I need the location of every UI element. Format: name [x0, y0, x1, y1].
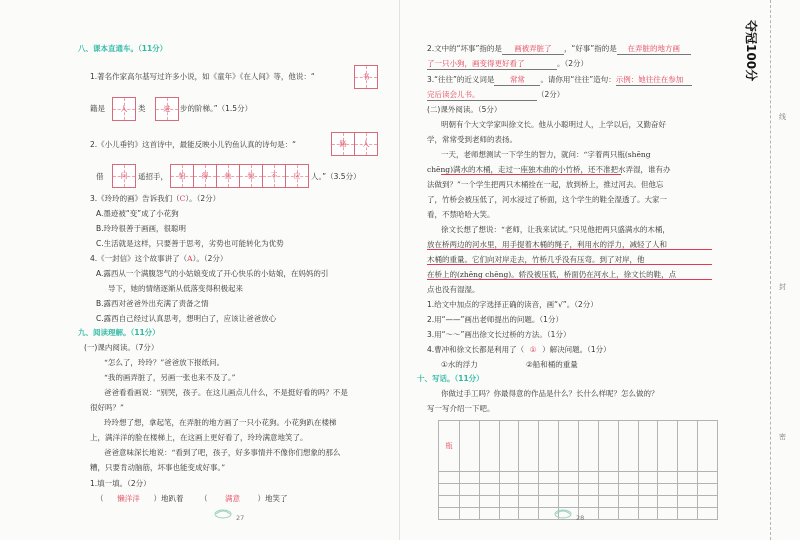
passage-line: 点也没有湿湿。 — [427, 285, 480, 294]
passage-line: 学，常常受到老师的表扬。 — [427, 135, 517, 144]
q2-answer: 在弄脏的地方画 — [617, 44, 691, 55]
wavy-underline — [427, 249, 712, 250]
fill-text: 地趴着 — [161, 494, 184, 503]
reading-2-title: (二)课外阅读。（5分） — [427, 105, 502, 114]
q2-line — [427, 59, 588, 70]
binding-label: 密 — [779, 433, 786, 441]
passage-line: 木桶的重量。它们向对岸走去，竹桥几乎没有压弯。到了对岸，他 — [427, 255, 645, 264]
q2-text: ，“好事”指的是 — [563, 44, 617, 53]
q2-text: 。（2分） — [557, 59, 589, 68]
wavy-underline — [427, 264, 712, 265]
q3-option: B.玲玲很善于画画，很聪明 — [96, 224, 187, 233]
q3-stem — [90, 194, 220, 204]
writing-prompt: 写一写介绍一下吧。 — [427, 404, 495, 413]
q3-option: A.墨迹被“变”成了小花狗 — [96, 209, 179, 218]
q3-option: C.生活就是这样，只要善于思考，劣势也可能转化为优势 — [96, 239, 284, 248]
answer-box: 惊 — [239, 164, 263, 188]
task-option: ②船和桶的重量 — [526, 360, 578, 369]
q4-option: A.露西从一个满腹怨气的小姑娘变成了开心快乐的小姑娘，在妈妈的引 — [96, 269, 329, 278]
task-line: 2.用“——”画出老师提出的问题。（1分） — [427, 315, 563, 324]
q3-answer: C — [179, 194, 186, 203]
q1-text: 类 — [138, 104, 146, 113]
q3-line — [427, 90, 564, 101]
q3-answer: 示例：她往往在参加 — [616, 75, 692, 86]
answer-box: 怕 — [170, 164, 194, 188]
grid-cell[interactable]: 瓶 — [439, 421, 460, 472]
answer-box: 应 — [285, 164, 309, 188]
q1-line1: 1.著名作家高尔基写过许多小说，如《童年》《在人间》等，他说：“ — [90, 72, 315, 81]
task-line — [427, 345, 611, 355]
q4-option: 导下，她的情绪逐渐从低落变得积极起来 — [108, 284, 243, 293]
binding-label: 封 — [779, 283, 786, 291]
q4-text: 4.《一封信》这个故事讲了（ — [90, 254, 188, 263]
task-line: 3.用“～～”画出徐文长过桥的方法。（1分） — [427, 330, 571, 339]
fill-answer: 懒洋洋 — [117, 494, 140, 503]
q4-answer: A — [187, 254, 193, 263]
q3-text: 。请你用“往往”造句： — [540, 75, 616, 84]
q2-text: 人。”（3.5分） — [311, 172, 361, 181]
wavy-underline — [427, 279, 712, 280]
q3-text: ）。（2分） — [185, 194, 221, 203]
writing-prompt: 你做过手工吗？你最得意的作品是什么？长什么样呢？怎么做的？ — [441, 389, 659, 398]
passage-line: “我的画弄脏了，另画一张也来不及了。” — [104, 373, 236, 382]
q3-text: 3.《玲玲的画》告诉我们（ — [90, 194, 180, 203]
q1-line2: 籍是 — [90, 104, 105, 113]
answer-box: 人 — [112, 97, 136, 121]
brand-sub: 100分 — [744, 44, 758, 82]
q3-line — [427, 75, 692, 86]
q3-text: 3.“往往”的近义词是 — [427, 75, 495, 84]
answer-box: 得 — [193, 164, 217, 188]
passage-line: 爸爸意味深长地说：“看到了吧，孩子，好多事情并不像你们想象的那么 — [104, 448, 341, 457]
passage-line: 看，不禁哈哈大笑。 — [427, 210, 495, 219]
answer-box: 问 — [112, 164, 136, 188]
q3-text: （2分） — [537, 90, 565, 99]
page-number: 27 — [236, 514, 245, 522]
q1-text: 步的阶梯。”（1.5分） — [180, 104, 253, 113]
answer-box: 人 — [354, 132, 378, 156]
brand-text — [743, 20, 760, 82]
passage-line: “怎么了，玲玲？”爸爸放下报纸问。 — [104, 358, 225, 367]
answer-box: 进 — [155, 97, 179, 121]
fill-row: （ 满意 ）地笑了 — [200, 494, 288, 503]
passage-line: 法做到？”一个学生把两只木桶拴在一起，放到桥上，推过河去。但他忘 — [427, 180, 664, 189]
task-line: 1.给文中加点的字选择正确的读音，画“√”。（2分） — [427, 300, 598, 309]
passage-line: 明朝有个大文学家叫徐文长。他从小聪明过人，上学以后，又勤奋好 — [441, 120, 666, 129]
passage-line: chēng)满水的木桶，走过一座独木曲的小竹桥，还不准把水弄湿，谁有办 — [427, 165, 671, 174]
q2-line1: 2.《小儿垂钓》这首诗中，最能反映小儿钓鱼认真的诗句是：“ — [90, 140, 297, 149]
q2-text: 2.文中的“坏事”指的是 — [427, 44, 502, 53]
fill-text: 地笑了 — [265, 494, 288, 503]
passage-line: 糟，只要肯动脑筋，坏事也能变成好事。” — [90, 463, 226, 472]
q3-answer: 完后读会儿书。 — [427, 90, 537, 101]
fill-row: （ 懒洋洋 ）地趴着 — [96, 494, 184, 503]
section-10-title: 十、写话。（11分） — [417, 374, 484, 383]
passage-line: 上，满洋洋的脸在楼梯上，在这画上更好看了，玲玲满意地笑了。 — [90, 433, 308, 442]
q2-text: 遥招手， — [138, 172, 168, 181]
brand-name: 夺冠 — [744, 20, 758, 45]
passage-line: 放在桥两边的河水里，用手提着木桶的绳子，利用水的浮力，减轻了人和 — [427, 240, 667, 249]
passage-line: 爸爸看看画说：“别哭，孩子。在这儿画点儿什么，不是挺好看的吗？不是 — [104, 388, 348, 397]
q2-text: 借 — [96, 172, 104, 181]
q2-line — [427, 44, 691, 55]
task-option: ①水的浮力 — [441, 360, 478, 369]
task-text: ）解决问题。（1分） — [542, 345, 611, 354]
passage-line: 在桥上的(zhēng chēng)。轿没被压低，桥面仍在河水上，徐文长的鞋，点 — [427, 270, 677, 279]
q4-option: B.露西对爸爸外出充满了责备之情 — [96, 299, 209, 308]
q4-option: C.露西自己经过认真思考，想明白了，应该让爸爸放心 — [96, 314, 277, 323]
leaf-icon — [552, 506, 574, 520]
binding-label: 线 — [779, 113, 786, 121]
q2-answer: 画被弄脏了 — [502, 44, 564, 55]
task-text: 4.曹冲和徐文长都是利用了（ — [427, 345, 525, 354]
task-answer: ① — [529, 345, 537, 354]
writing-grid[interactable] — [438, 420, 718, 520]
section-8-title: 八、课本直通车。（11分） — [78, 44, 168, 53]
page-number: 28 — [576, 514, 585, 522]
leaf-icon — [212, 506, 234, 520]
passage-line: 了，竹桥会被压低了，河水浸过了桥面，这个学生的鞋全湿透了。大家一 — [427, 195, 667, 204]
q4-stem — [90, 254, 227, 264]
fill-title: 1.填一填。（2分） — [90, 479, 151, 488]
straight-underline — [441, 174, 621, 175]
answer-box: 鱼 — [216, 164, 240, 188]
section-9-title: 九、阅读理解。（11分） — [78, 328, 160, 337]
answer-box: 不 — [262, 164, 286, 188]
brand-logo — [732, 20, 760, 130]
q4-text: ）。（2分） — [192, 254, 228, 263]
reading-1-title: (一)课内阅读。（7分） — [84, 343, 159, 352]
answer-box: 书 — [354, 65, 378, 89]
passage-line: 玲玲想了想，拿起笔，在弄脏的地方画了一只小花狗。小花狗趴在楼梯 — [104, 418, 337, 427]
binding-margin — [770, 0, 800, 540]
q3-answer: 常常 — [494, 75, 540, 86]
page-divider — [399, 0, 400, 540]
fill-answer: 满意 — [225, 494, 240, 503]
passage-line: 徐文长想了想说：“老师，让我来试试。”只见他把两只盛满水的木桶， — [441, 225, 670, 234]
q2-answer: 了一只小狗，画变得更好看了 — [427, 59, 557, 70]
passage-line: 很好吗？” — [90, 403, 124, 412]
answer-box: 路 — [331, 132, 355, 156]
passage-line: 一天，老师想测试一下学生的智力，就问：“字着两只瓶(shēng — [441, 150, 651, 159]
